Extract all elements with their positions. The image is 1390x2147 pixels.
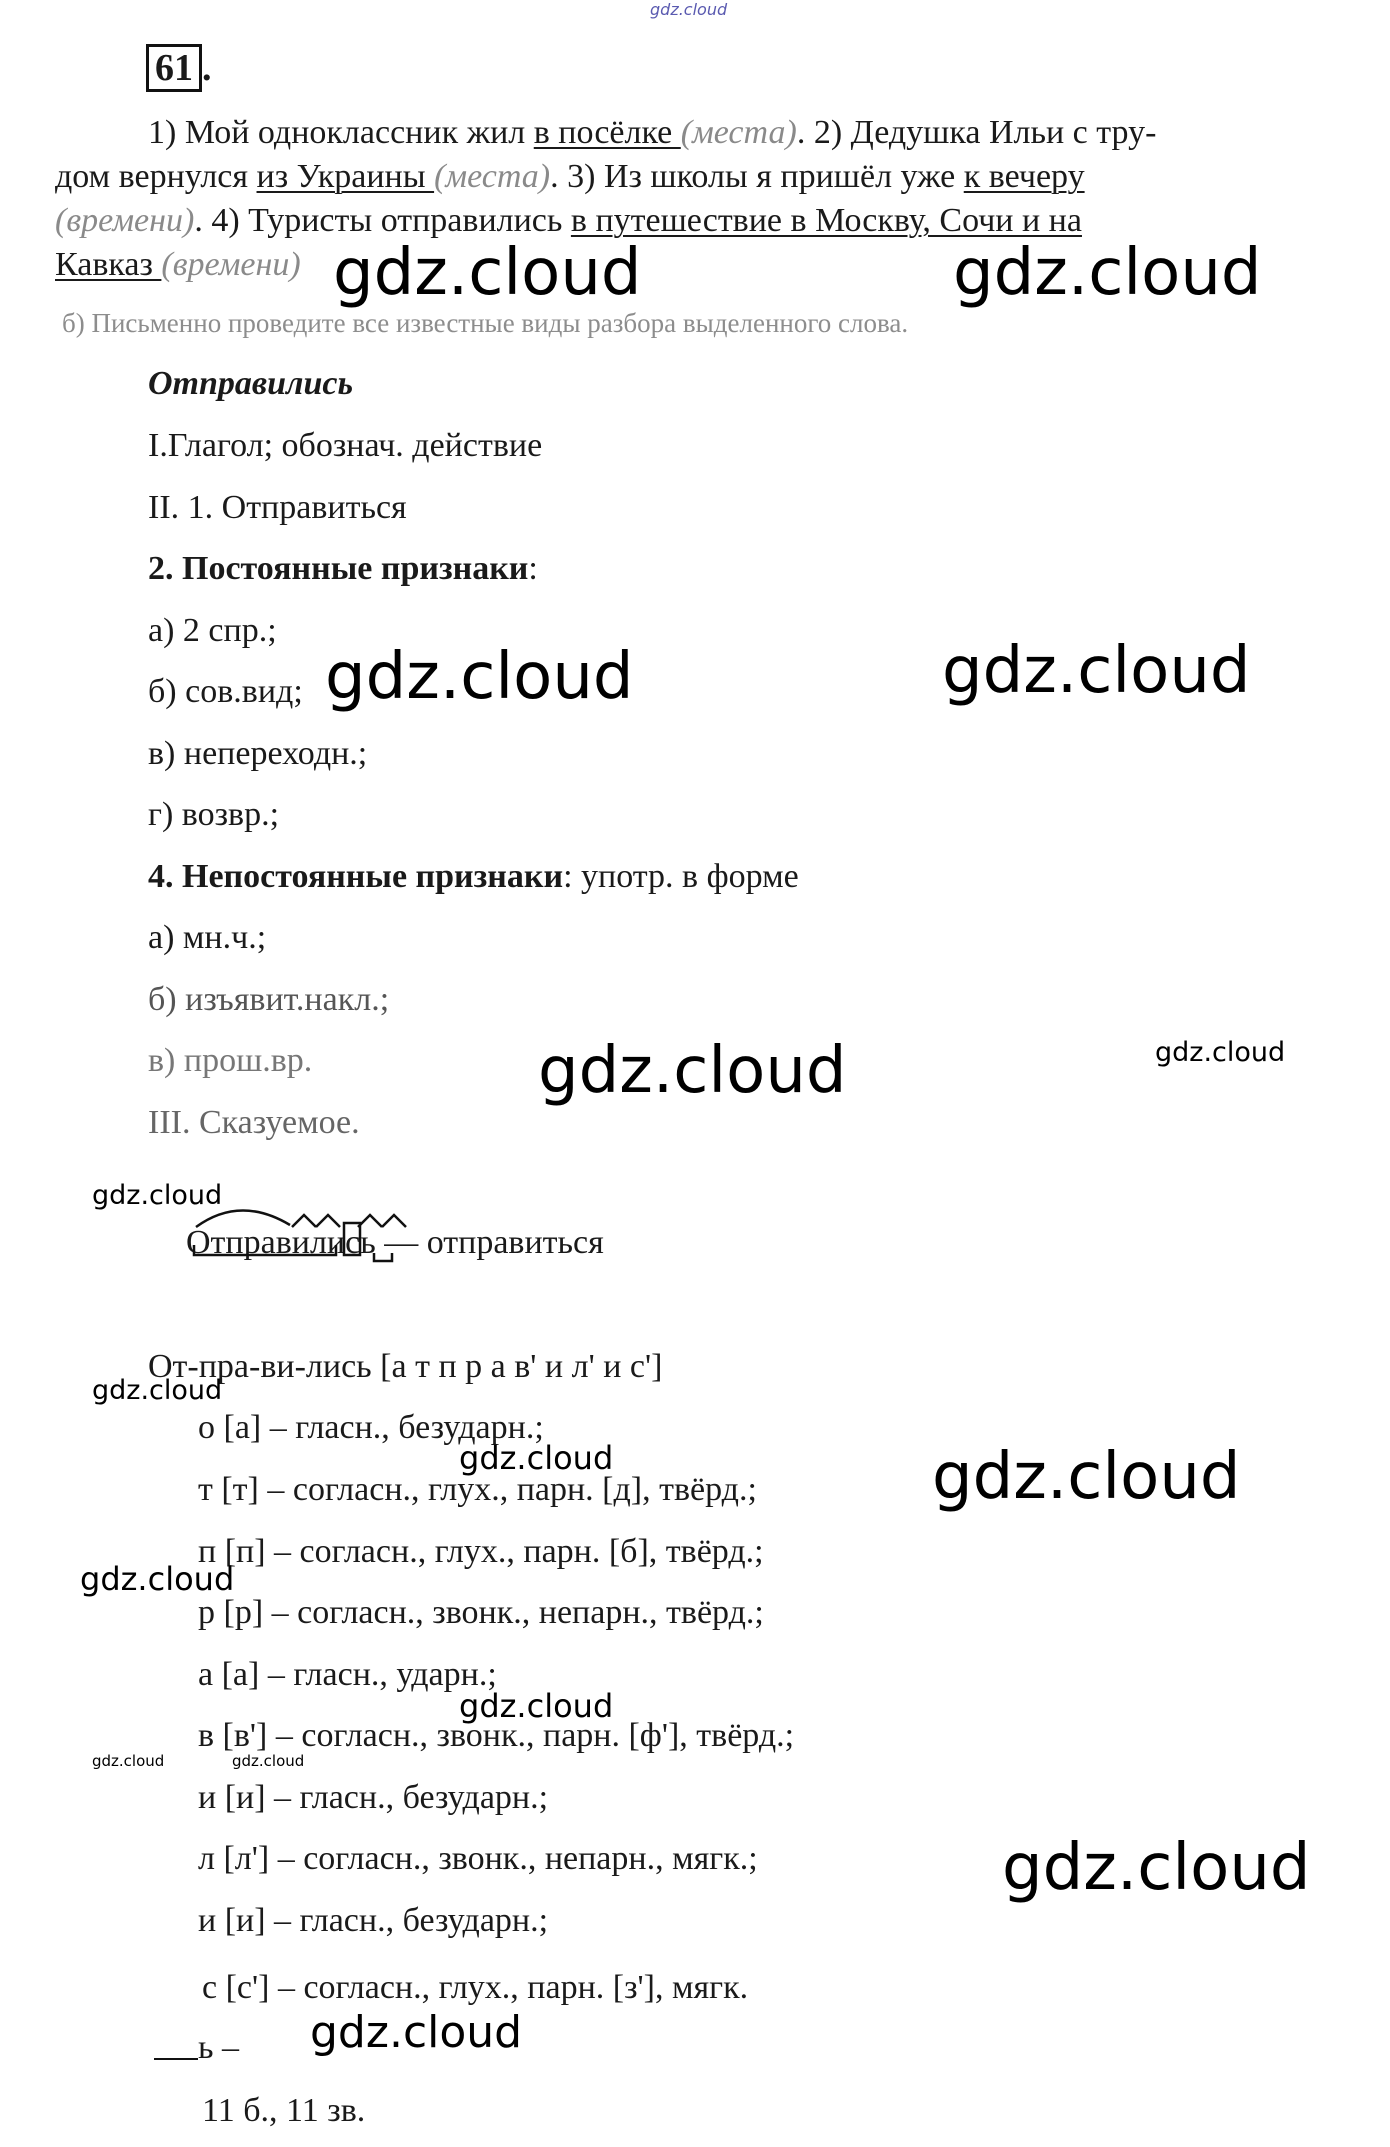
watermark: gdz.cloud	[92, 1752, 165, 1770]
task-text: дом вернулся	[55, 158, 257, 195]
task-line-4	[55, 245, 301, 285]
phonetic-row: в [в'] – согласн., звонк., парн. [ф'], твёрд.;	[198, 1717, 795, 1754]
phonetic-row: л [л'] – согласн., звонк., непарн., мягк.;	[198, 1840, 758, 1877]
watermark: gdz.cloud	[92, 1375, 223, 1406]
task-line-2	[55, 157, 1085, 197]
exercise-number	[146, 46, 212, 90]
soft-sign-label: ь –	[198, 2029, 240, 2066]
phonetic-row: т [т] – согласн., глух., парн. [д], твёрд.;	[198, 1471, 757, 1508]
analysis-line-3	[148, 549, 538, 589]
analysis-word: Отправились	[148, 365, 353, 402]
phonetic-row: с [с'] – согласн., глух., парн. [з'], мягк.	[202, 1969, 749, 2006]
phonetic-total: 11 б., 11 зв.	[202, 2092, 366, 2129]
morpheme-word: Отправились	[186, 1224, 376, 1261]
watermark-top: gdz.cloud	[650, 0, 728, 19]
task-text: . 3) Из школы я пришёл уже	[550, 158, 964, 195]
hint-text: (места)	[680, 114, 797, 151]
underlined-phrase: к вечеру	[963, 158, 1085, 195]
underlined-phrase: в посёлке	[533, 114, 681, 151]
analysis-line-6: в) непереходн.;	[148, 735, 368, 772]
task-text: . 4) Туристы отправились	[194, 202, 571, 239]
analysis-line-4: а) 2 спр.;	[148, 612, 277, 649]
hint-text: (места)	[434, 158, 551, 195]
analysis-line-9: а) мн.ч.;	[148, 919, 267, 956]
task-line-1	[148, 113, 1156, 153]
hint-text: (времени)	[161, 246, 301, 283]
watermark: gdz.cloud	[80, 1560, 235, 1598]
watermark: gdz.cloud	[232, 1752, 305, 1770]
phonetic-row: а [а] – гласн., ударн.;	[198, 1656, 497, 1693]
phonetic-row: п [п] – согласн., глух., парн. [б], твёрд.;	[198, 1533, 764, 1570]
root-arc	[196, 1210, 290, 1227]
watermark: gdz.cloud	[333, 236, 642, 310]
morpheme-initial-form: — отправиться	[375, 1224, 604, 1261]
analysis-line-5: б) сов.вид;	[148, 673, 303, 710]
analysis-line-8	[148, 857, 799, 897]
exercise-number-box: 61	[146, 44, 202, 92]
analysis-line-7: г) возвр.;	[148, 796, 280, 833]
task-line-3	[55, 201, 1082, 241]
section-heading: 4. Непостоянные признаки	[148, 858, 564, 895]
watermark: gdz.cloud	[932, 1440, 1241, 1514]
watermark: gdz.cloud	[459, 1439, 614, 1477]
colon: :	[528, 550, 538, 587]
watermark: gdz.cloud	[942, 634, 1251, 708]
analysis-line-11: в) прош.вр.	[148, 1042, 313, 1079]
postfix-bracket	[374, 1253, 392, 1261]
watermark: gdz.cloud	[538, 1034, 847, 1108]
analysis-line-1: I.Глагол; обознач. действие	[148, 427, 543, 464]
task-text: 1) Мой одноклассник жил	[148, 114, 534, 151]
watermark: gdz.cloud	[325, 640, 634, 714]
section-heading: 2. Постоянные признаки	[148, 550, 529, 587]
exercise-number-dot: .	[202, 47, 212, 89]
section-text: : употр. в форме	[563, 858, 799, 895]
ending-box	[344, 1223, 360, 1255]
underlined-phrase: в путешествие в Москву, Сочи и на	[570, 202, 1082, 239]
suffix-mark	[292, 1215, 316, 1227]
hint-text: (времени)	[55, 202, 195, 239]
analysis-line-2: II. 1. Отправиться	[148, 489, 407, 526]
stem-bracket	[194, 1245, 336, 1255]
suffix-mark	[316, 1215, 340, 1227]
watermark: gdz.cloud	[1155, 1037, 1286, 1068]
analysis-line-10: б) изъявит.накл.;	[148, 981, 390, 1018]
phonetic-row: и [и] – гласн., безударн.;	[198, 1779, 549, 1816]
phonetic-syllables: От-пра-ви-лись [а т п р а в' и л' и с']	[148, 1348, 663, 1385]
watermark: gdz.cloud	[310, 2007, 523, 2058]
sub-task: б) Письменно проведите все известные виды разбора выделенного слова.	[62, 308, 909, 338]
watermark: gdz.cloud	[953, 236, 1262, 310]
postfix-mark	[358, 1215, 406, 1227]
phonetic-soft-sign	[154, 2028, 239, 2068]
task-text: . 2) Дедушка Ильи с тру-	[796, 114, 1157, 151]
watermark: gdz.cloud	[459, 1687, 614, 1725]
watermark: gdz.cloud	[92, 1180, 223, 1211]
underlined-phrase: из Украины	[256, 158, 435, 195]
phonetic-row: и [и] – гласн., безударн.;	[198, 1902, 549, 1939]
underlined-phrase: Кавказ	[55, 246, 162, 283]
watermark: gdz.cloud	[1002, 1831, 1311, 1905]
analysis-line-12: III. Сказуемое.	[148, 1104, 360, 1141]
phonetic-row: о [а] – гласн., безударн.;	[198, 1409, 544, 1446]
phonetic-row: р [р] – согласн., звонк., непарн., твёрд.;	[198, 1594, 764, 1631]
